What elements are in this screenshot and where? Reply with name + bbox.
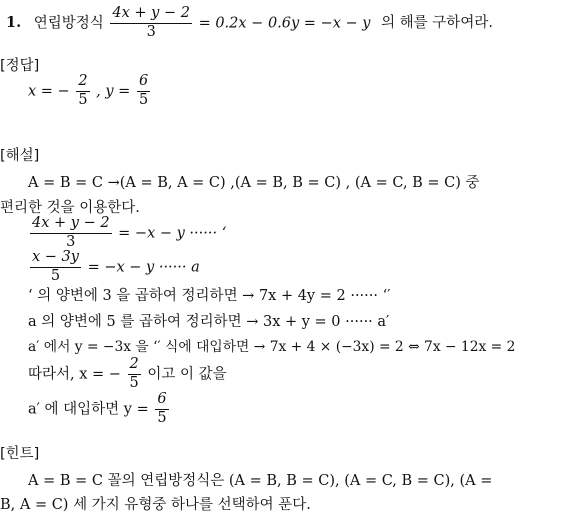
- hint-line-2: B, A = C) 세 가지 유형중 하나를 선택하여 푼다.: [0, 497, 311, 513]
- solution-header: [해설]: [0, 148, 40, 164]
- answer-x-num: 2: [76, 74, 89, 92]
- answer-x-fraction: [76, 74, 89, 109]
- eq2-den: 5: [50, 267, 61, 284]
- hint-line-1: A = B = C 꼴의 연립방정식은 (A = B, B = C), (A = C, B = C), (A =: [28, 473, 493, 489]
- eq2-fraction: [30, 250, 81, 285]
- question-number: 1.: [6, 14, 22, 32]
- answer-x-den: 5: [78, 91, 88, 108]
- solution-line-5: a′ 에서 y = −3x 을 ‘′ 식에 대입하면 → 7x + 4 × (−3x) = 2 ⇔ 7x − 12x = 2: [28, 339, 516, 355]
- line7-pre: a′ 에 대입하면 y =: [28, 401, 149, 418]
- solution-eq-1: [28, 216, 226, 251]
- question-fraction: [110, 6, 192, 41]
- line6-fraction: [128, 357, 141, 392]
- line6-den: 5: [129, 374, 139, 391]
- line7-fraction: [155, 392, 168, 427]
- question-line: [6, 6, 493, 41]
- line7-num: 6: [155, 392, 168, 410]
- solution-line-3: ‘ 의 양변에 3 을 곱하여 정리하면 → 7x + 4y = 2 ······ ‘′: [28, 288, 391, 304]
- line7-den: 5: [157, 409, 167, 426]
- solution-line-6: [28, 357, 227, 392]
- eq2-rest: = −x − y ······ a: [87, 259, 200, 276]
- question-suffix: 의 해를 구하여라.: [381, 15, 493, 32]
- solution-eq-2: [28, 250, 200, 285]
- line6-num: 2: [128, 357, 141, 375]
- answer-y-fraction: [137, 74, 150, 109]
- question-prefix: 연립방정식: [33, 15, 104, 32]
- eq1-fraction: [30, 216, 112, 251]
- solution-line-1: A = B = C →(A = B, A = C) ,(A = B, B = C) , (A = C, B = C) 중: [28, 175, 480, 191]
- answer-header: [정답]: [0, 58, 40, 74]
- line6-pre: 따라서, x = −: [28, 366, 121, 383]
- answer-y-num: 6: [137, 74, 150, 92]
- eq1-den: 3: [66, 233, 76, 250]
- solution-line-2: 편리한 것을 이용한다.: [0, 200, 140, 216]
- line6-post: 이고 이 값을: [147, 366, 227, 383]
- question-frac-den: 3: [146, 23, 156, 40]
- solution-line-7: [28, 392, 171, 427]
- eq2-num: x − 3y: [30, 250, 81, 268]
- question-equation: = 0.2x − 0.6y = −x − y: [198, 15, 371, 32]
- hint-header: [힌트]: [0, 446, 40, 462]
- answer-x-label: x = −: [28, 83, 70, 100]
- question-frac-num: 4x + y − 2: [110, 6, 192, 24]
- solution-line-4: a 의 양변에 5 를 곱하여 정리하면 → 3x + y = 0 ······ a′: [28, 314, 390, 330]
- answer-y-den: 5: [138, 91, 149, 108]
- answer-line: [28, 74, 152, 109]
- eq1-rest: = −x − y ······ ‘: [118, 225, 227, 242]
- eq1-num: 4x + y − 2: [30, 216, 112, 234]
- answer-sep: , y =: [96, 83, 131, 100]
